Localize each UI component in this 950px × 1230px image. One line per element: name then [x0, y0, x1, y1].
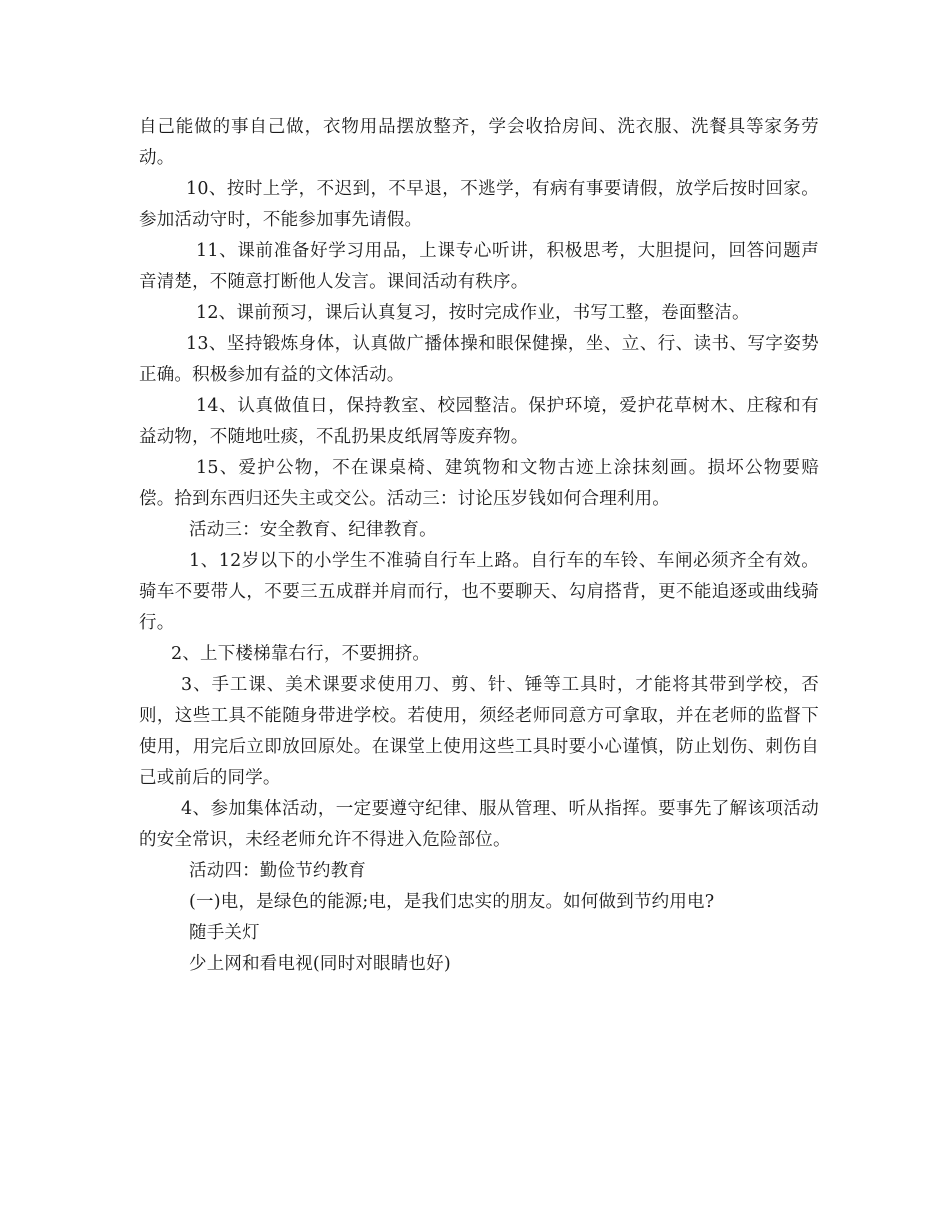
- paragraph-safety-4: 4、参加集体活动，一定要遵守纪律、服从管理、听从指挥。要事先了解该项活动的安全常识，未经老师允许不得进入危险部位。: [139, 799, 819, 850]
- paragraph-rule-15: 15、爱护公物，不在课桌椅、建筑物和文物古迹上涂抹刻画。损坏公物要赔偿。拾到东西归还失主或交公。活动三：讨论压岁钱如何合理利用。: [139, 458, 819, 509]
- paragraph-household-chores: 自己能做的事自己做，衣物用品摆放整齐，学会收拾房间、洗衣服、洗餐具等家务劳动。: [139, 117, 819, 168]
- paragraph-rule-11: 11、课前准备好学习用品，上课专心听讲，积极思考，大胆提问，回答问题声音清楚，不随意打断他人发言。课间活动有秩序。: [139, 241, 819, 292]
- paragraph-safety-3: 3、手工课、美术课要求使用刀、剪、针、锤等工具时，才能将其带到学校，否则，这些工具不能随身带进学校。若使用，须经老师同意方可拿取，并在老师的监督下使用，用完后立即放回原处。在课堂上使用这些工具时要小心谨慎，防止划伤、刺伤自己或前后的同学。: [139, 675, 819, 788]
- paragraph-rule-12: 12、课前预习，课后认真复习，按时完成作业，书写工整，卷面整洁。: [196, 303, 750, 323]
- paragraph-safety-2: 2、上下楼梯靠右行，不要拥挤。: [171, 644, 431, 664]
- paragraph-rule-10: 10、按时上学，不迟到，不早退，不逃学，有病有事要请假，放学后按时回家。参加活动守时，不能参加事先请假。: [139, 179, 819, 230]
- heading-activity-four: 活动四：勤俭节约教育: [189, 861, 366, 881]
- paragraph-rule-14: 14、认真做值日，保持教室、校园整洁。保护环境，爱护花草树木、庄稼和有益动物，不随地吐痰，不乱扔果皮纸屑等废弃物。: [139, 396, 819, 447]
- paragraph-safety-1: 1、12岁以下的小学生不准骑自行车上路。自行车的车铃、车闸必须齐全有效。骑车不要带人，不要三五成群并肩而行，也不要聊天、勾肩搭背，更不能追逐或曲线骑行。: [139, 551, 819, 633]
- list-item-turn-off-lights: 随手关灯: [189, 923, 260, 943]
- heading-activity-three: 活动三：安全教育、纪律教育。: [189, 520, 437, 540]
- paragraph-electricity: (一)电，是绿色的能源;电，是我们忠实的朋友。如何做到节约用电?: [189, 892, 715, 912]
- list-item-less-screen-time: 少上网和看电视(同时对眼睛也好): [189, 954, 451, 974]
- paragraph-rule-13: 13、坚持锻炼身体，认真做广播体操和眼保健操，坐、立、行、读书、写字姿势正确。积极参加有益的文体活动。: [139, 334, 819, 385]
- document-body: [139, 112, 819, 980]
